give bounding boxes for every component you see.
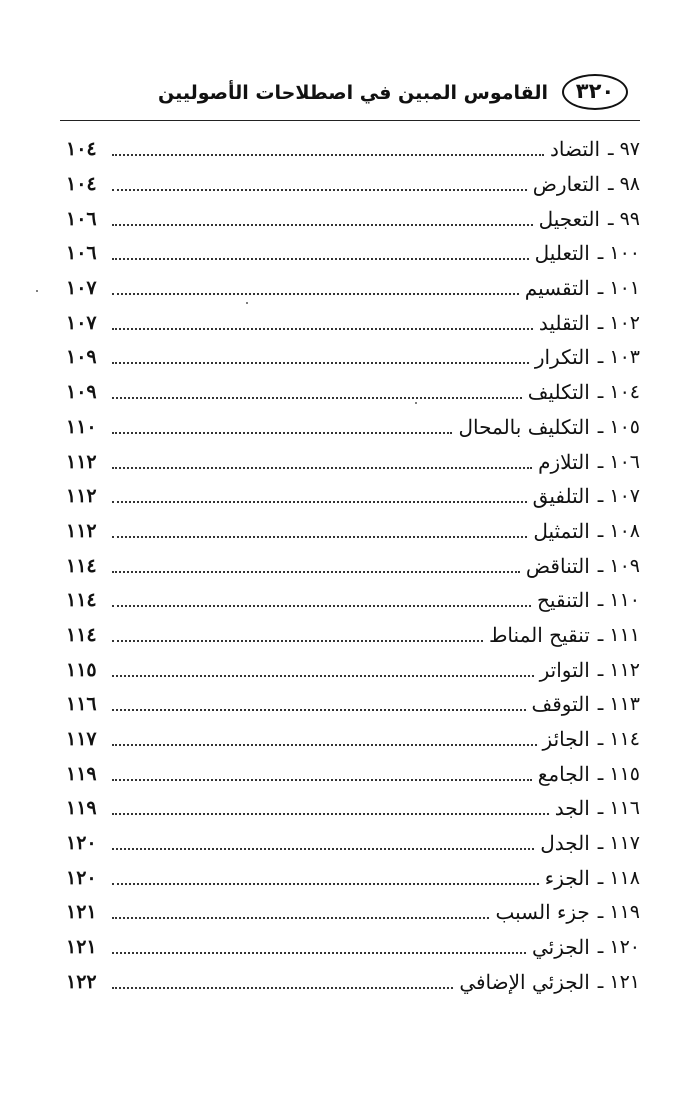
dot-leader <box>112 432 452 434</box>
page-number: ٣٢٠ <box>562 74 628 110</box>
entry-dash: ـ <box>597 277 604 300</box>
entry-number: ٩٧ <box>619 138 640 161</box>
entry-term: التقليد <box>538 310 590 335</box>
dot-leader <box>112 189 527 191</box>
dot-leader <box>112 362 529 364</box>
entry-page-number: ١١٩ <box>66 797 97 820</box>
entry-dash: ـ <box>597 311 604 334</box>
entry-term: التعليل <box>534 241 590 266</box>
entry-page-number: ١٠٤ <box>66 138 97 161</box>
index-entry <box>66 722 640 757</box>
entry-dash: ـ <box>597 866 604 889</box>
entry-dash: ـ <box>597 762 604 785</box>
index-entry <box>66 375 640 410</box>
entry-dash: ـ <box>597 485 604 508</box>
entry-number: ١٢١ <box>609 970 640 993</box>
dot-leader <box>112 917 489 919</box>
entry-dash: ـ <box>608 173 614 196</box>
index-entry <box>66 791 640 826</box>
dot-leader <box>112 501 527 503</box>
dot-leader <box>112 813 549 815</box>
index-entry <box>66 410 640 445</box>
index-entry <box>66 860 640 895</box>
entry-number: ١١٧ <box>609 832 640 855</box>
entry-dash: ـ <box>597 623 604 646</box>
entry-page-number: ١٠٩ <box>66 346 97 369</box>
index-entry <box>66 548 640 583</box>
index-list <box>66 132 640 999</box>
entry-page-number: ١١٠ <box>66 415 97 438</box>
entry-term: التلازم <box>538 449 590 474</box>
entry-page-number: ١١٢ <box>66 519 97 542</box>
index-entry <box>66 201 640 236</box>
index-entry <box>66 583 640 618</box>
entry-number: ١١٣ <box>609 693 640 716</box>
entry-page-number: ١٠٩ <box>66 381 97 404</box>
dot-leader <box>112 397 522 399</box>
dot-leader <box>112 952 526 954</box>
entry-page-number: ١٠٤ <box>66 173 97 196</box>
index-entry <box>66 340 640 375</box>
entry-number: ٩٩ <box>619 207 640 230</box>
dot-leader <box>112 571 520 573</box>
running-title: القاموس المبين في اصطلاحات الأصوليين <box>158 82 548 104</box>
index-entry <box>66 756 640 791</box>
dot-leader <box>112 536 527 538</box>
entry-number: ١١٩ <box>609 901 640 924</box>
entry-term: التضاد <box>549 137 600 162</box>
entry-term: جزء السبب <box>495 900 590 925</box>
entry-term: التمثيل <box>533 518 590 543</box>
entry-dash: ـ <box>597 381 604 404</box>
entry-number: ١١٤ <box>609 728 640 751</box>
entry-number: ١٠٠ <box>609 242 640 265</box>
entry-dash: ـ <box>608 138 614 161</box>
entry-page-number: ١١٧ <box>66 728 97 751</box>
entry-number: ٩٨ <box>619 173 640 196</box>
entry-term: التكليف بالمحال <box>458 414 590 439</box>
dot-leader <box>112 675 534 677</box>
page-header <box>60 68 640 120</box>
dot-leader <box>112 293 519 295</box>
entry-page-number: ١١٤ <box>66 623 97 646</box>
entry-dash: ـ <box>597 346 604 369</box>
entry-term: الجزئي الإضافي <box>459 969 590 994</box>
entry-page-number: ١١٦ <box>66 693 97 716</box>
entry-term: التقسيم <box>524 276 590 301</box>
index-entry <box>66 514 640 549</box>
entry-dash: ـ <box>597 519 604 542</box>
index-entry <box>66 132 640 167</box>
entry-number: ١٠١ <box>609 277 640 300</box>
entry-page-number: ١٢١ <box>66 936 97 959</box>
dot-leader <box>112 779 532 781</box>
index-entry <box>66 687 640 722</box>
entry-term: الجدل <box>540 831 590 856</box>
entry-number: ١٠٨ <box>609 519 640 542</box>
entry-term: التعجيل <box>538 206 600 231</box>
entry-number: ١٠٤ <box>609 381 640 404</box>
scan-speck <box>246 302 248 304</box>
dot-leader <box>112 640 483 642</box>
entry-page-number: ١٢٠ <box>66 832 97 855</box>
entry-number: ١١١ <box>609 623 640 646</box>
entry-number: ١١٢ <box>609 658 640 681</box>
entry-page-number: ١٢٢ <box>66 970 97 993</box>
entry-dash: ـ <box>597 797 604 820</box>
dot-leader <box>112 224 533 226</box>
entry-number: ١٠٣ <box>609 346 640 369</box>
scan-speck <box>36 290 38 292</box>
dot-leader <box>112 467 532 469</box>
entry-term: التواتر <box>539 657 590 682</box>
entry-number: ١٠٦ <box>609 450 640 473</box>
entry-term: التوقف <box>531 692 590 717</box>
dot-leader <box>112 883 539 885</box>
entry-term: التعارض <box>532 172 600 197</box>
entry-page-number: ١١٤ <box>66 554 97 577</box>
entry-term: الجائز <box>542 727 590 752</box>
entry-term: التكرار <box>534 345 590 370</box>
entry-dash: ـ <box>597 970 604 993</box>
entry-number: ١١٠ <box>609 589 640 612</box>
index-entry <box>66 652 640 687</box>
index-entry <box>66 271 640 306</box>
entry-page-number: ١١٢ <box>66 450 97 473</box>
entry-term: الجزء <box>544 865 590 890</box>
entry-dash: ـ <box>597 242 604 265</box>
entry-page-number: ١١٥ <box>66 658 97 681</box>
entry-number: ١٠٥ <box>609 415 640 438</box>
dot-leader <box>112 154 544 156</box>
entry-number: ١٠٩ <box>609 554 640 577</box>
entry-term: التلفيق <box>532 484 590 509</box>
index-entry <box>66 618 640 653</box>
entry-page-number: ١٠٧ <box>66 311 97 334</box>
entry-number: ١٢٠ <box>609 936 640 959</box>
dot-leader <box>112 848 534 850</box>
entry-page-number: ١٢١ <box>66 901 97 924</box>
entry-page-number: ١١٩ <box>66 762 97 785</box>
entry-dash: ـ <box>597 450 604 473</box>
entry-dash: ـ <box>597 589 604 612</box>
dot-leader <box>112 258 529 260</box>
entry-page-number: ١٠٦ <box>66 207 97 230</box>
dot-leader <box>112 987 453 989</box>
entry-dash: ـ <box>597 693 604 716</box>
entry-number: ١٠٧ <box>609 485 640 508</box>
entry-dash: ـ <box>597 901 604 924</box>
entry-number: ١٠٢ <box>609 311 640 334</box>
entry-dash: ـ <box>608 207 614 230</box>
entry-dash: ـ <box>597 728 604 751</box>
entry-page-number: ١١٤ <box>66 589 97 612</box>
scan-speck <box>415 402 417 404</box>
index-entry <box>66 895 640 930</box>
entry-page-number: ١١٢ <box>66 485 97 508</box>
index-entry <box>66 167 640 202</box>
entry-number: ١١٦ <box>609 797 640 820</box>
dot-leader <box>112 328 533 330</box>
entry-dash: ـ <box>597 554 604 577</box>
dot-leader <box>112 709 526 711</box>
entry-dash: ـ <box>597 658 604 681</box>
index-entry <box>66 826 640 861</box>
entry-term: الجامع <box>537 761 590 786</box>
entry-dash: ـ <box>597 415 604 438</box>
index-entry <box>66 236 640 271</box>
index-entry <box>66 444 640 479</box>
index-entry <box>66 930 640 965</box>
index-entry <box>66 479 640 514</box>
entry-term: التناقض <box>525 553 590 578</box>
entry-number: ١١٨ <box>609 866 640 889</box>
entry-term: الجد <box>554 796 590 821</box>
entry-dash: ـ <box>597 832 604 855</box>
header-rule <box>60 120 640 121</box>
entry-page-number: ١٢٠ <box>66 866 97 889</box>
index-entry <box>66 305 640 340</box>
entry-dash: ـ <box>597 936 604 959</box>
entry-term: الجزئي <box>531 935 590 960</box>
index-entry <box>66 965 640 1000</box>
entry-term: التنقيح <box>537 588 590 613</box>
entry-term: تنقيح المناط <box>488 622 590 647</box>
entry-term: التكليف <box>527 380 590 405</box>
dot-leader <box>112 744 537 746</box>
entry-number: ١١٥ <box>609 762 640 785</box>
entry-page-number: ١٠٦ <box>66 242 97 265</box>
entry-page-number: ١٠٧ <box>66 277 97 300</box>
dot-leader <box>112 605 531 607</box>
